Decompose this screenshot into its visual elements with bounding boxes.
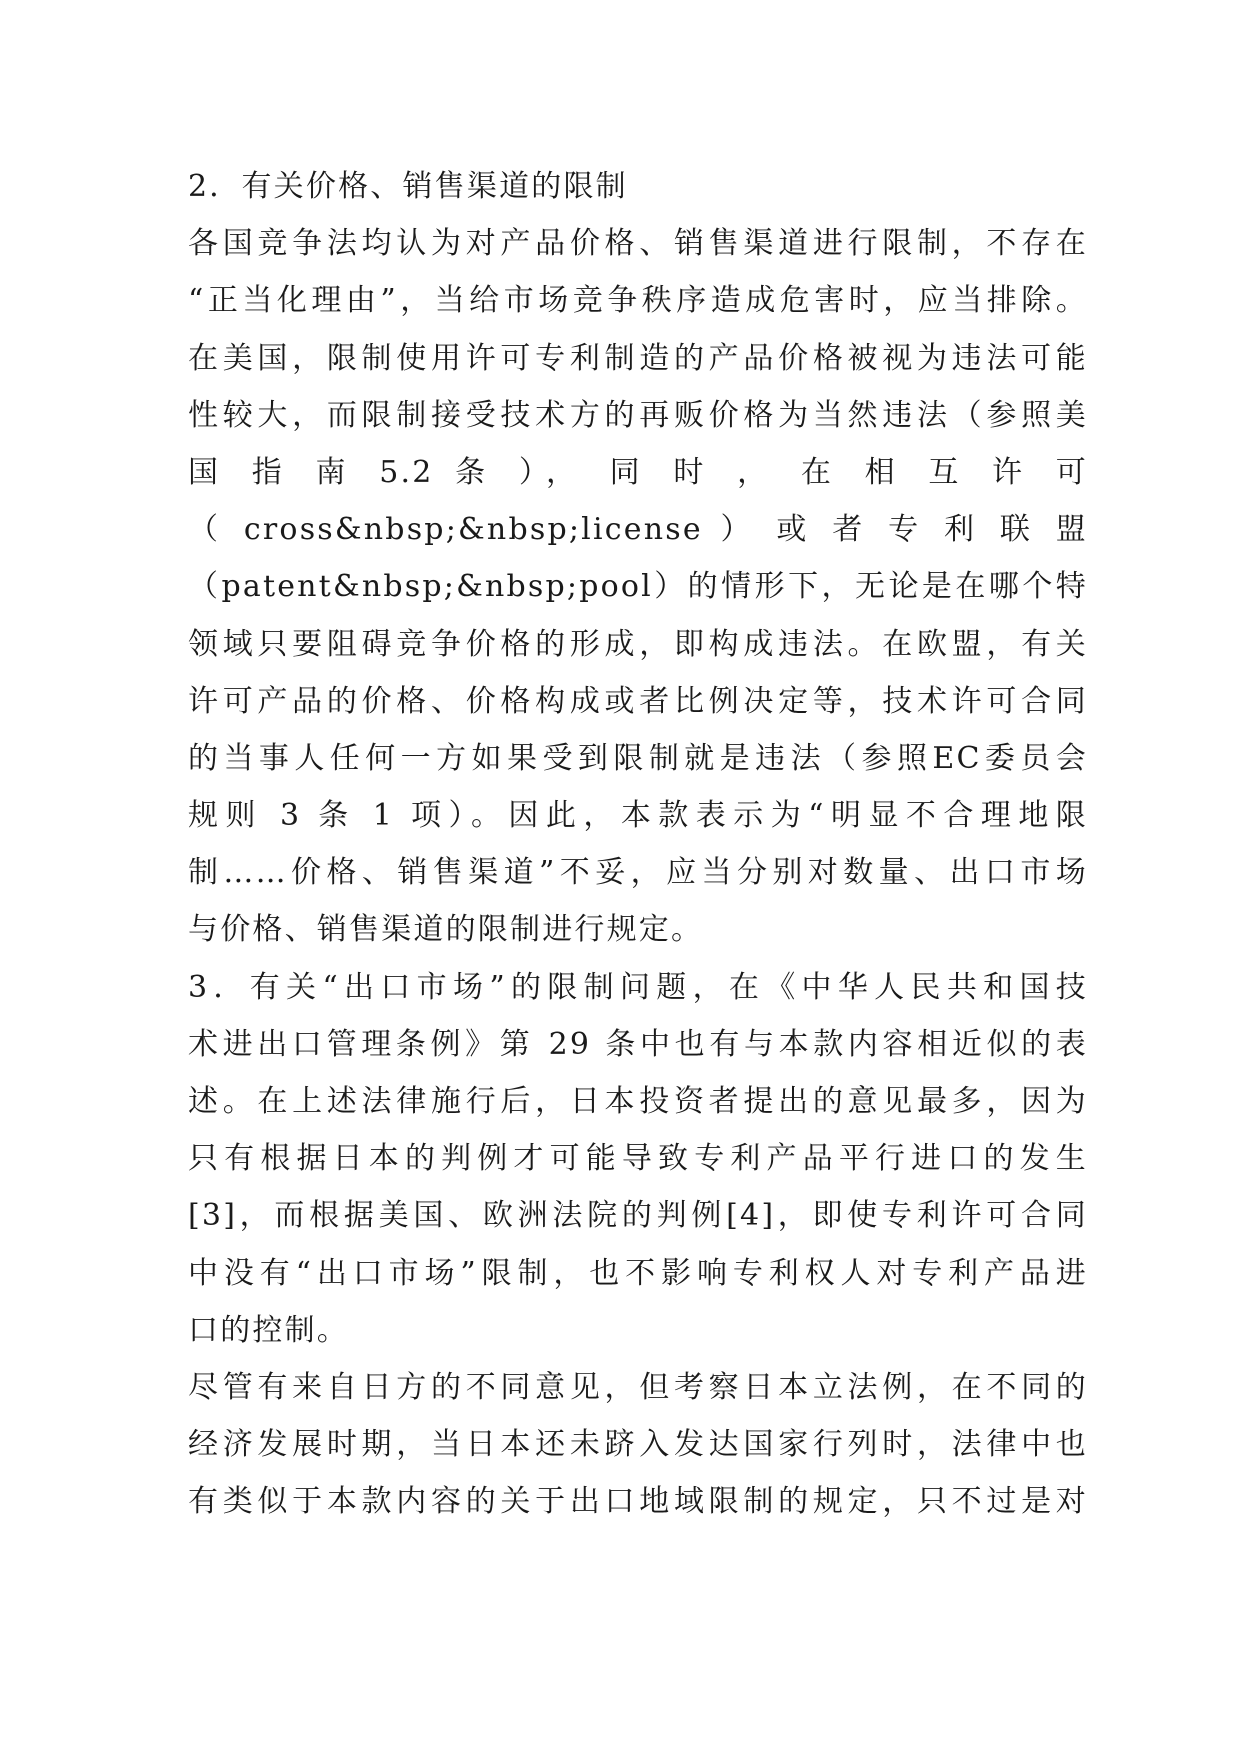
body-text	[188, 158, 1088, 1531]
paragraph-line: 领域只要阻碍竞争价格的形成，即构成违法。在欧盟，有关	[188, 626, 1088, 662]
paragraph-line: 各国竞争法均认为对产品价格、销售渠道进行限制，不存在	[188, 226, 1088, 262]
section-heading-export-market: 3．有关“出口市场”的限制问题，在《中华人民共和国技	[188, 969, 1088, 1005]
paragraph-line: 尽管有来自日方的不同意见，但考察日本立法例，在不同的	[188, 1369, 1088, 1405]
paragraph-line: 中没有“出口市场”限制，也不影响专利权人对专利产品进	[188, 1255, 1088, 1291]
paragraph-line: 经济发展时期，当日本还未跻入发达国家行列时，法律中也	[188, 1427, 1088, 1463]
paragraph-line: 口的控制。	[188, 1312, 349, 1348]
paragraph-line: （patent&nbsp;&nbsp;pool）的情形下，无论是在哪个特	[188, 569, 1088, 605]
paragraph-line: “正当化理由”，当给市场竞争秩序造成危害时，应当排除。	[188, 283, 1088, 319]
paragraph-line: 术进出口管理条例》第 29 条中也有与本款内容相近似的表	[188, 1026, 1088, 1062]
paragraph-line: 的当事人任何一方如果受到限制就是违法（参照EC委员会	[188, 740, 1088, 776]
paragraph-line: 只有根据日本的判例才可能导致专利产品平行进口的发生	[188, 1141, 1088, 1177]
paragraph-line: 制……价格、销售渠道”不妥，应当分别对数量、出口市场	[188, 855, 1088, 891]
paragraph-line: 规则 3 条 1 项）。因此，本款表示为“明显不合理地限	[188, 798, 1088, 834]
paragraph-line: 在美国，限制使用许可专利制造的产品价格被视为违法可能	[188, 340, 1088, 376]
paragraph-line: 述。在上述法律施行后，日本投资者提出的意见最多，因为	[188, 1084, 1088, 1119]
paragraph-line: 许可产品的价格、价格构成或者比例决定等，技术许可合同	[188, 683, 1088, 719]
paragraph-line: 性较大，而限制接受技术方的再贩价格为当然违法（参照美	[188, 397, 1088, 433]
section-heading-price-channel: 2．有关价格、销售渠道的限制	[188, 169, 628, 204]
paragraph-line: 有类似于本款内容的关于出口地域限制的规定，只不过是对	[188, 1484, 1088, 1520]
paragraph-line: 与价格、销售渠道的限制进行规定。	[188, 912, 704, 948]
paragraph-line: 国 指 南 5.2 条 ）， 同 时 ， 在 相 互 许 可	[188, 454, 1088, 490]
paragraph-line: [3]，而根据美国、欧洲法院的判例[4]，即使专利许可合同	[188, 1198, 1088, 1234]
paragraph-line: （ cross&nbsp;&nbsp;license ） 或 者 专 利 联 盟	[188, 512, 1088, 548]
